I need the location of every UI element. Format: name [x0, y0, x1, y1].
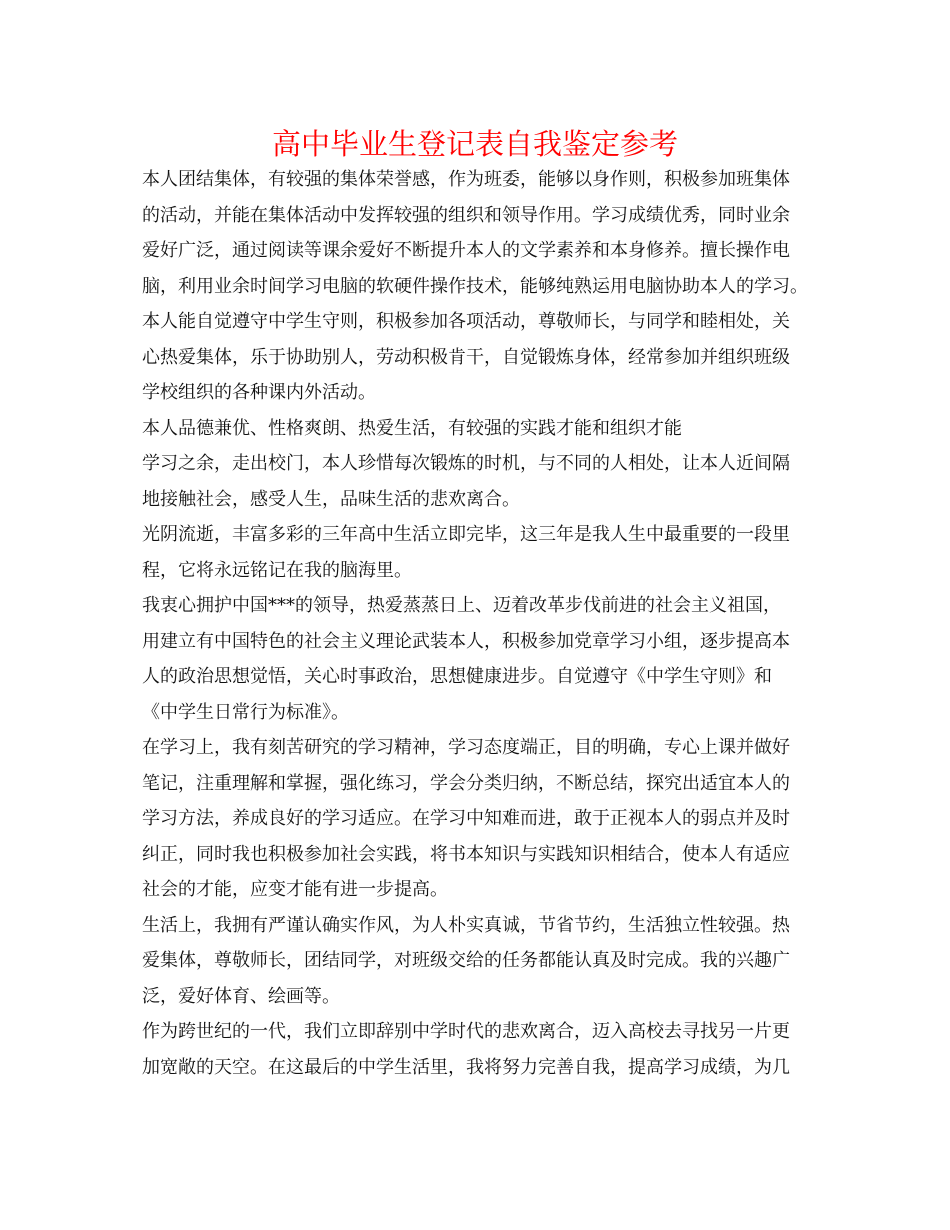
- text-line: 本人能自觉遵守中学生守则，积极参加各项活动，尊敬师长，与同学和睦相处，关: [142, 311, 790, 332]
- text-line: 光阴流逝，丰富多彩的三年高中生活立即完毕，这三年是我人生中最重要的一段里: [142, 524, 790, 545]
- text-line: 笔记，注重理解和掌握，强化练习，学会分类归纳，不断总结，探究出适宜本人的: [142, 772, 790, 794]
- document-body: [142, 162, 822, 1085]
- text-line: 用建立有中国特色的社会主义理论武装本人，积极参加党章学习小组，逐步提高本: [142, 630, 790, 652]
- text-line: 学习之余，走出校门，本人珍惜每次锻炼的时机，与不同的人相处，让本人近间隔: [142, 453, 790, 474]
- text-line: 加宽敞的天空。在这最后的中学生活里，我将努力完善自我，提高学习成绩，为几: [142, 1056, 790, 1078]
- text-line: 泛，爱好体育、绘画等。: [142, 985, 340, 1007]
- text-line: 生活上，我拥有严谨认确实作风，为人朴实真诚，节省节约，生活独立性较强。热: [142, 914, 790, 936]
- text-line: 人的政治思想觉悟，关心时事政治，思想健康进步。自觉遵守《中学生守则》和: [142, 666, 772, 687]
- text-line: 地接触社会，感受人生，品味生活的悲欢离合。: [142, 488, 520, 510]
- text-line: 程，它将永远铭记在我的脑海里。: [142, 559, 412, 581]
- document-title: 高中毕业生登记表自我鉴定参考: [271, 127, 678, 161]
- text-line: 社会的才能，应变才能有进一步提高。: [142, 879, 448, 900]
- text-line: 本人团结集体，有较强的集体荣誉感，作为班委，能够以身作则，积极参加班集体: [142, 169, 790, 190]
- text-line: 学习方法，养成良好的学习适应。在学习中知难而进，敢于正视本人的弱点并及时: [142, 808, 790, 829]
- text-line: 《中学生日常行为标准》。: [142, 701, 349, 723]
- text-line: 学校组织的各种课内外活动。: [142, 382, 376, 403]
- text-line: 脑，利用业余时间学习电脑的软硬件操作技术，能够纯熟运用电脑协助本人的学习。: [142, 275, 808, 297]
- text-line: 作为跨世纪的一代，我们立即辞别中学时代的悲欢离合，迈入高校去寻找另一片更: [142, 1021, 790, 1042]
- text-line: 爱集体，尊敬师长，团结同学，对班级交给的任务都能认真及时完成。我的兴趣广: [142, 950, 790, 971]
- text-line: 在学习上，我有刻苦研究的学习精神，学习态度端正，目的明确，专心上课并做好: [142, 737, 790, 758]
- text-line: 爱好广泛，通过阅读等课余爱好不断提升本人的文学素养和本身修养。擅长操作电: [142, 240, 790, 261]
- text-line: 的活动，并能在集体活动中发挥较强的组织和领导作用。学习成绩优秀，同时业余: [142, 204, 790, 226]
- text-line: 本人品德兼优、性格爽朗、热爱生活，有较强的实践才能和组织才能: [142, 417, 682, 439]
- text-line: 我衷心拥护中国***的领导，热爱蒸蒸日上、迈着改革步伐前进的社会主义祖国，: [142, 595, 781, 616]
- text-line: 纠正，同时我也积极参加社会实践，将书本知识与实践知识相结合，使本人有适应: [142, 843, 790, 865]
- text-line: 心热爱集体，乐于协助别人，劳动积极肯干，自觉锻炼身体，经常参加并组织班级: [142, 346, 790, 368]
